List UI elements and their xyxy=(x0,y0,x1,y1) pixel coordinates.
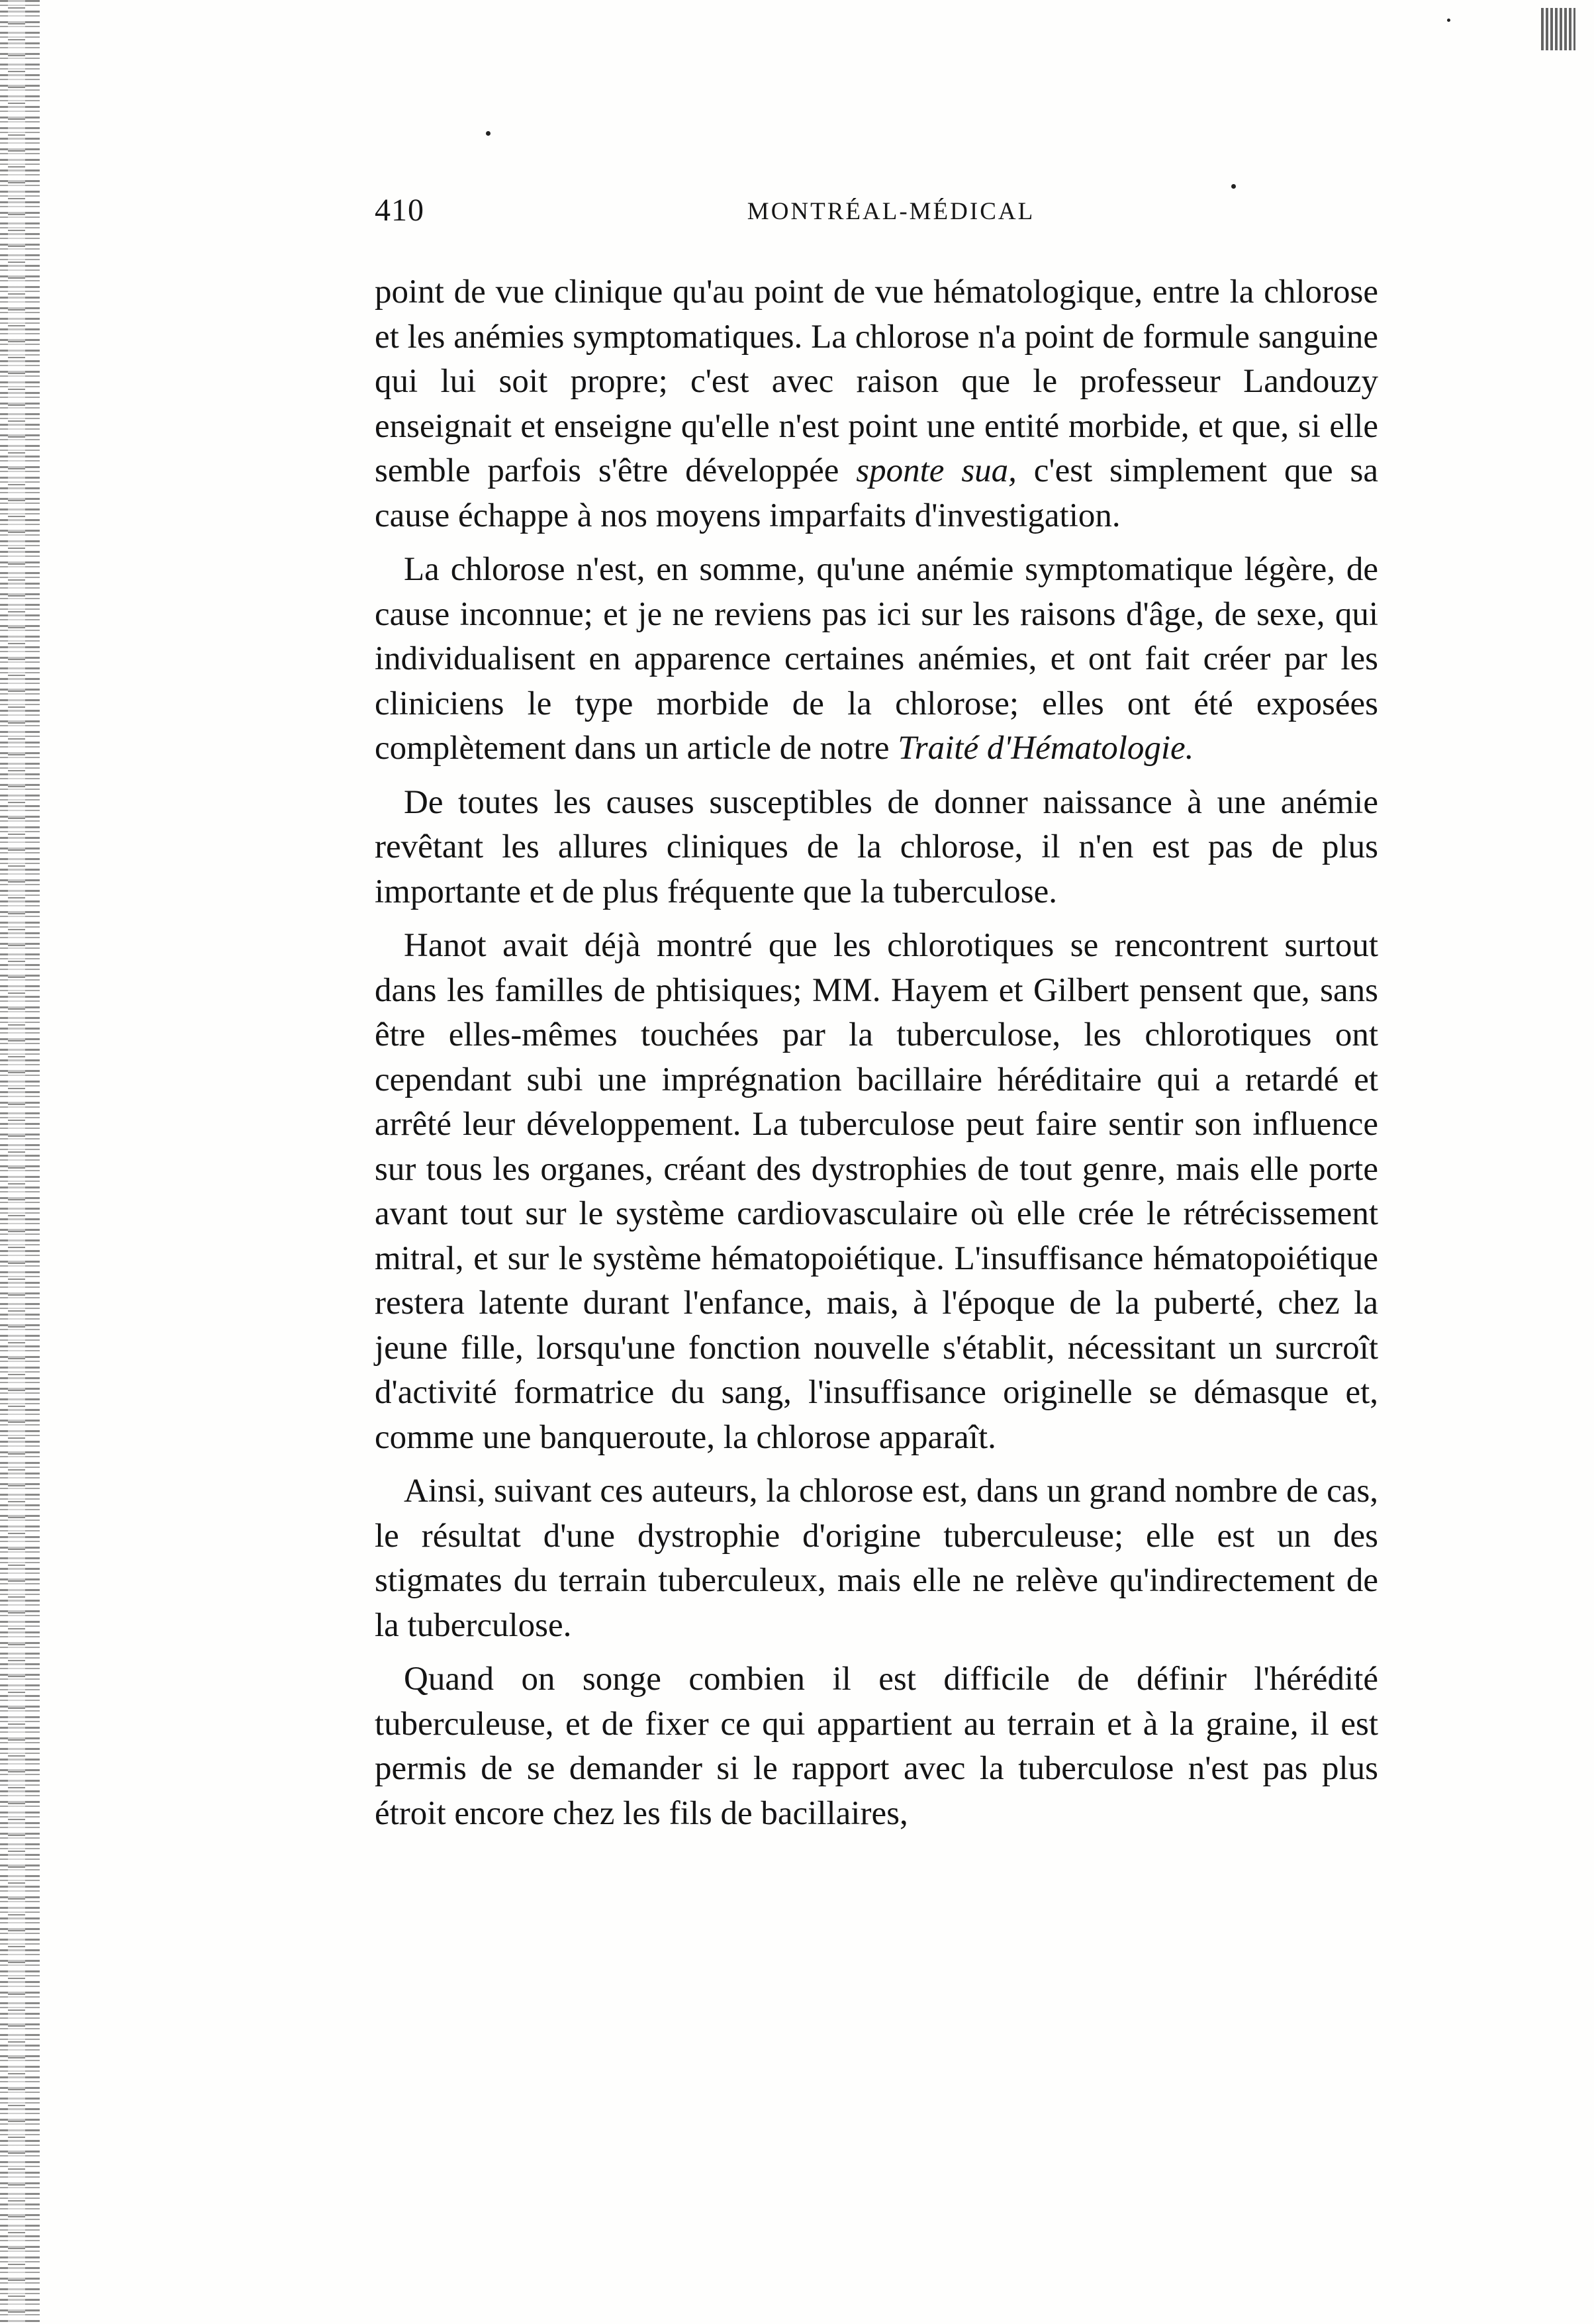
paragraph xyxy=(375,1469,1378,1648)
journal-title: MONTRÉAL-MÉDICAL xyxy=(747,198,1035,225)
paragraph xyxy=(375,781,1378,915)
paragraph xyxy=(375,270,1378,538)
paragraph-text-continued: c'est simplement que sa cause échappe à nos moyens imparfaits d'investigation. xyxy=(375,452,1379,534)
binding-edge-stitching xyxy=(8,0,25,2324)
paragraph-text: Hanot avait déjà montré que les chlorotiques se rencontrent surtout dans les familles de phtisiques; MM. Hayem et Gilbert pensent que, sans être elles-mêmes touchées par la tuberculose, les chlorotiques ont cependant subi une imprégnation bacillaire héréditaire qui a retardé et arrêté leur développement. La tuberculose peut faire sentir son influence sur tous les organes, créant des dystrophies de tout genre, mais elle porte avant tout sur le système cardiovasculaire où elle crée le rétrécissement mitral, et sur le système hématopoiétique. L'insuffisance hématopoiétique restera latente durant l'enfance, mais, à l'époque de la puberté, chez la jeune fille, lorsqu'une fonction nouvelle s'établit, nécessitant un surcroît d'activité formatrice du sang, l'insuffisance originelle se démasque et, comme une banqueroute, la chlorose apparaît. xyxy=(375,927,1378,1456)
article-body xyxy=(375,270,1378,1845)
ink-speck xyxy=(1447,19,1450,22)
paragraph xyxy=(375,548,1378,771)
paragraph-text: De toutes les causes susceptibles de donner naissance à une anémie revêtant les allures cliniques de la chlorose, il n'en est pas de plus importante et de plus fréquente que la tuberculose. xyxy=(375,783,1378,910)
ink-speck xyxy=(1231,184,1236,189)
corner-scan-artifact xyxy=(1541,8,1575,50)
running-head xyxy=(375,192,1407,232)
paragraph-text: point de vue clinique qu'au point de vue hématologique, entre la chlorose et les anémies symptomatiques. La chlorose n'a point de formule sanguine qui lui soit propre; c'est avec raison que le professeur Landouzy enseignait et enseigne qu'elle n'est point une entité morbide, et que, si elle semble parfois s'être développée xyxy=(375,273,1378,489)
paragraph-text: La chlorose n'est, en somme, qu'une anémie symptomatique légère, de cause inconnue; et je ne reviens pas ici sur les raisons d'âge, de sexe, qui individualisent en apparence certaines anémies, et ont fait créer par les cliniciens le type morbide de la chlorose; elles ont été exposées complètement dans un article de notre xyxy=(375,551,1378,767)
italic-book-title: Traité d'Hématologie. xyxy=(898,730,1194,767)
paragraph-text: Ainsi, suivant ces auteurs, la chlorose est, dans un grand nombre de cas, le résultat d'une dystrophie d'origine tuberculeuse; elle est un des stigmates du terrain tuberculeux, mais elle ne relève qu'indirectement de la tuberculose. xyxy=(375,1473,1378,1644)
page-number: 410 xyxy=(375,193,424,228)
paragraph-text: Quand on songe combien il est difficile de définir l'hérédité tuberculeuse, et de fixer ce qui appartient au terrain et à la graine, il est permis de se demander si le rapport avec la tuberculose n'est pas plus étroit encore chez les fils de bacillaires, xyxy=(375,1661,1378,1832)
italic-phrase: sponte sua, xyxy=(856,452,1017,489)
paragraph xyxy=(375,1657,1378,1836)
ink-speck xyxy=(486,131,491,136)
paragraph xyxy=(375,924,1378,1460)
